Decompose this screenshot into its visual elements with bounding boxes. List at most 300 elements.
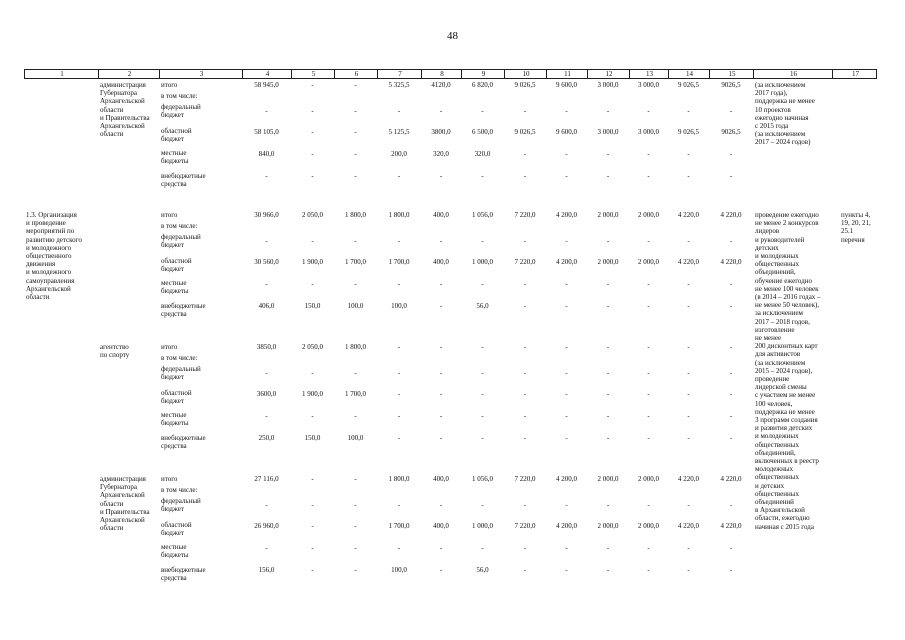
executor-text: области bbox=[100, 499, 124, 508]
result-text: общественных bbox=[755, 260, 799, 269]
cell-value: 156,0 bbox=[258, 566, 275, 574]
cell-value: 4 220,0 bbox=[720, 258, 742, 266]
row-label-federal: федеральный bbox=[161, 233, 201, 241]
row-label-local: бюджеты bbox=[161, 419, 189, 428]
cell-value: - bbox=[311, 237, 314, 245]
header-divider bbox=[242, 70, 243, 79]
header-col-1: 1 bbox=[60, 70, 64, 78]
cell-value: - bbox=[311, 412, 314, 420]
cell-value: 320,0 bbox=[433, 150, 449, 158]
cell-value: - bbox=[647, 544, 650, 552]
cell-value: - bbox=[354, 566, 357, 574]
result-text: 200 дисконтных карт bbox=[755, 342, 818, 351]
cell-value: 4120,0 bbox=[431, 81, 451, 89]
cell-value: - bbox=[729, 343, 733, 351]
executor-text: области bbox=[100, 105, 124, 114]
cell-value: 150,0 bbox=[304, 434, 321, 442]
cell-value: - bbox=[311, 81, 314, 89]
cell-value: 3 000,0 bbox=[638, 128, 659, 136]
cell-value: 56,0 bbox=[476, 566, 489, 574]
header-divider bbox=[291, 70, 292, 79]
row-label-including: в том числе: bbox=[161, 222, 198, 230]
cell-value: - bbox=[523, 302, 527, 310]
cell-value: 100,0 bbox=[391, 566, 407, 574]
cell-value: - bbox=[354, 544, 357, 552]
measure-text: развитию детского bbox=[26, 235, 82, 244]
cell-value: - bbox=[397, 237, 401, 245]
cell-value: - bbox=[523, 237, 527, 245]
cell-value: - bbox=[481, 390, 484, 398]
row-label-including: в том числе: bbox=[161, 486, 198, 494]
cell-value: 2 050,0 bbox=[302, 343, 323, 351]
row-label-federal: федеральный bbox=[161, 365, 201, 373]
cell-value: 9026,5 bbox=[721, 81, 741, 89]
cell-value: - bbox=[647, 390, 650, 398]
cell-value: - bbox=[523, 150, 527, 158]
row-label-federal: федеральный bbox=[161, 103, 201, 111]
row-label-total: итого bbox=[161, 211, 178, 219]
cell-value: - bbox=[354, 128, 357, 136]
cell-value: - bbox=[354, 107, 357, 115]
cell-value: 2 000,0 bbox=[597, 522, 619, 530]
header-divider bbox=[159, 70, 160, 79]
cell-value: - bbox=[481, 544, 484, 552]
cell-value: 2 050,0 bbox=[302, 211, 323, 219]
cell-value: - bbox=[523, 566, 527, 574]
result-text: поддержка не менее bbox=[755, 97, 815, 106]
cell-value: - bbox=[729, 302, 733, 310]
cell-value: 5 125,5 bbox=[388, 128, 410, 136]
cell-value: - bbox=[565, 172, 568, 180]
measure-text: самоуправления bbox=[26, 276, 75, 285]
cell-value: 2 000,0 bbox=[597, 258, 619, 266]
row-label-local: местные bbox=[161, 279, 187, 287]
cell-value: - bbox=[647, 150, 650, 158]
row-label-regional: областной bbox=[161, 127, 192, 135]
cell-value: - bbox=[606, 566, 610, 574]
cell-value: 58 105,0 bbox=[254, 128, 279, 136]
cell-value: - bbox=[354, 475, 357, 483]
cell-value: 4 220,0 bbox=[678, 522, 699, 530]
cell-value: - bbox=[647, 172, 650, 180]
cell-value: - bbox=[606, 237, 610, 245]
cell-value: - bbox=[523, 412, 527, 420]
cell-value: - bbox=[565, 412, 568, 420]
cell-value: - bbox=[354, 412, 357, 420]
result-text: лидерской смены bbox=[755, 383, 807, 392]
table-header-row bbox=[24, 69, 877, 79]
cell-value: - bbox=[265, 172, 268, 180]
row-label-local: местные bbox=[161, 543, 187, 551]
cell-value: - bbox=[354, 237, 357, 245]
cell-value: - bbox=[523, 107, 527, 115]
cell-value: - bbox=[565, 302, 568, 310]
header-divider bbox=[461, 70, 462, 79]
result-text: лидеров bbox=[755, 227, 780, 236]
cell-value: - bbox=[481, 237, 484, 245]
cell-value: 56,0 bbox=[476, 302, 489, 310]
cell-value: - bbox=[606, 434, 610, 442]
cell-value: 4 200,0 bbox=[556, 258, 577, 266]
result-text: общественных bbox=[755, 473, 799, 482]
cell-value: - bbox=[439, 343, 443, 351]
cell-value: 3850,0 bbox=[256, 343, 277, 351]
cell-value: 27 116,0 bbox=[254, 475, 279, 483]
header-col-5: 5 bbox=[311, 70, 316, 78]
row-label-extrabudget: средства bbox=[161, 180, 187, 189]
row-label-extrabudget: средства bbox=[161, 442, 187, 451]
cell-value: - bbox=[397, 412, 401, 420]
row-label-federal: бюджет bbox=[161, 373, 184, 382]
header-col-15: 15 bbox=[728, 70, 736, 78]
result-text: в Архангельской bbox=[755, 506, 805, 515]
cell-value: 400,0 bbox=[433, 258, 449, 266]
cell-value: - bbox=[523, 343, 527, 351]
executor-text: Архангельской bbox=[100, 97, 145, 106]
result-text: включенных в реестр bbox=[755, 457, 819, 465]
row-label-regional: областной bbox=[161, 257, 192, 265]
header-col-16: 16 bbox=[790, 70, 797, 78]
cell-value: - bbox=[439, 544, 443, 552]
cell-value: - bbox=[565, 501, 568, 509]
executor-text: агентство bbox=[100, 343, 129, 351]
cell-value: - bbox=[606, 150, 610, 158]
header-col-10: 10 bbox=[522, 70, 530, 78]
row-label-local: бюджеты bbox=[161, 551, 189, 560]
row-label-total: итого bbox=[161, 475, 178, 483]
cell-value: - bbox=[311, 280, 314, 288]
cell-value: - bbox=[565, 566, 568, 574]
result-text: не менее 2 конкурсов bbox=[755, 219, 819, 228]
header-divider bbox=[98, 70, 99, 79]
cell-value: - bbox=[565, 343, 568, 351]
cell-value: 100,0 bbox=[347, 434, 364, 442]
cell-value: - bbox=[439, 107, 443, 115]
cell-value: 150,0 bbox=[304, 302, 321, 310]
cell-value: - bbox=[439, 369, 443, 377]
cell-value: - bbox=[565, 107, 568, 115]
cell-value: - bbox=[687, 501, 690, 509]
cell-value: - bbox=[439, 302, 443, 310]
cell-value: 3 000,0 bbox=[597, 81, 619, 89]
cell-value: - bbox=[687, 369, 690, 377]
cell-value: - bbox=[729, 172, 733, 180]
row-label-regional: бюджет bbox=[161, 135, 184, 144]
cell-value: 1 000,0 bbox=[472, 258, 493, 266]
cell-value: - bbox=[565, 390, 568, 398]
cell-value: 320,0 bbox=[474, 150, 491, 158]
result-text: не менее bbox=[755, 334, 782, 342]
cell-value: - bbox=[523, 280, 527, 288]
cell-value: 406,0 bbox=[258, 302, 275, 310]
row-label-total: итого bbox=[161, 81, 178, 89]
result-text: для активистов bbox=[755, 350, 801, 359]
header-divider bbox=[546, 70, 547, 79]
cell-value: - bbox=[687, 172, 690, 180]
row-label-extrabudget: средства bbox=[161, 310, 187, 319]
result-text: не менее 50 человек), bbox=[755, 301, 820, 310]
result-text: 3 программ создания bbox=[755, 416, 818, 424]
cell-value: - bbox=[729, 237, 733, 245]
cell-value: - bbox=[439, 390, 443, 398]
cell-value: 9 600,0 bbox=[556, 128, 577, 136]
measure-text: и молодежного bbox=[26, 243, 72, 252]
cell-value: 100,0 bbox=[347, 302, 364, 310]
cell-value: - bbox=[687, 412, 690, 420]
cell-value: 30 966,0 bbox=[254, 211, 279, 219]
cell-value: - bbox=[354, 172, 357, 180]
links-text: пункты 4, bbox=[841, 211, 871, 219]
result-text: и развития детских bbox=[755, 424, 813, 433]
cell-value: - bbox=[729, 566, 733, 574]
cell-value: - bbox=[729, 434, 733, 442]
cell-value: 3 000,0 bbox=[597, 128, 619, 136]
measure-text: и молодежного bbox=[26, 268, 72, 277]
cell-value: - bbox=[397, 544, 401, 552]
header-col-17: 17 bbox=[852, 70, 859, 78]
executor-text: и Правительства bbox=[100, 113, 150, 122]
cell-value: 2 000,0 bbox=[638, 258, 659, 266]
cell-value: 7 220,0 bbox=[514, 522, 536, 530]
cell-value: - bbox=[439, 237, 443, 245]
cell-value: 400,0 bbox=[433, 522, 449, 530]
row-label-extrabudget: средства bbox=[161, 574, 187, 583]
cell-value: - bbox=[397, 343, 401, 351]
header-col-11: 11 bbox=[564, 70, 571, 78]
result-text: детских bbox=[755, 243, 779, 252]
cell-value: - bbox=[606, 302, 610, 310]
cell-value: - bbox=[565, 369, 568, 377]
cell-value: 2 000,0 bbox=[638, 475, 659, 483]
cell-value: 4 220,0 bbox=[678, 258, 699, 266]
measure-text: и проведение bbox=[26, 219, 66, 228]
cell-value: 3800,0 bbox=[431, 128, 451, 136]
cell-value: - bbox=[265, 501, 268, 509]
cell-value: 9 026,5 bbox=[514, 128, 536, 136]
result-text: объединений bbox=[755, 498, 794, 506]
cell-value: 250,0 bbox=[258, 434, 275, 442]
cell-value: - bbox=[397, 107, 401, 115]
row-label-local: бюджеты bbox=[161, 157, 189, 166]
cell-value: 4 200,0 bbox=[556, 211, 577, 219]
cell-value: - bbox=[647, 412, 650, 420]
measure-text: общественного bbox=[26, 252, 72, 260]
row-label-extrabudget: внебюджетные bbox=[161, 172, 206, 180]
cell-value: - bbox=[687, 544, 690, 552]
cell-value: - bbox=[687, 150, 690, 158]
cell-value: - bbox=[397, 369, 401, 377]
cell-value: - bbox=[311, 107, 314, 115]
header-col-14: 14 bbox=[686, 70, 693, 78]
header-col-8: 8 bbox=[440, 70, 444, 78]
cell-value: - bbox=[606, 343, 610, 351]
row-label-federal: бюджет bbox=[161, 505, 184, 514]
cell-value: - bbox=[687, 343, 690, 351]
cell-value: - bbox=[606, 390, 610, 398]
result-text: и молодежных bbox=[755, 432, 799, 441]
cell-value: - bbox=[687, 566, 690, 574]
cell-value: - bbox=[565, 237, 568, 245]
row-label-local: местные bbox=[161, 149, 187, 157]
cell-value: - bbox=[439, 412, 443, 420]
cell-value: - bbox=[354, 369, 357, 377]
result-text: (за исключением bbox=[755, 358, 806, 367]
header-divider bbox=[587, 70, 588, 79]
result-text: проведение bbox=[755, 375, 790, 383]
links-text: перечня bbox=[841, 235, 865, 244]
cell-value: - bbox=[523, 501, 527, 509]
links-text: 19, 20, 21, bbox=[841, 219, 871, 228]
cell-value: - bbox=[481, 107, 484, 115]
cell-value: - bbox=[397, 172, 401, 180]
result-text: общественных bbox=[755, 489, 799, 498]
cell-value: - bbox=[311, 475, 314, 483]
cell-value: 1 056,0 bbox=[472, 475, 493, 483]
executor-text: администрация bbox=[100, 475, 146, 483]
cell-value: 6 500,0 bbox=[472, 128, 493, 136]
row-label-regional: бюджет bbox=[161, 265, 184, 274]
result-text: области, ежегодно bbox=[755, 514, 810, 523]
cell-value: - bbox=[523, 390, 527, 398]
cell-value: - bbox=[606, 369, 610, 377]
result-text: и детских bbox=[755, 481, 785, 490]
cell-value: - bbox=[647, 302, 650, 310]
cell-value: - bbox=[311, 501, 314, 509]
cell-value: 100,0 bbox=[391, 302, 407, 310]
header-col-9: 9 bbox=[481, 70, 486, 78]
cell-value: - bbox=[439, 280, 443, 288]
cell-value: 1 800,0 bbox=[345, 211, 366, 219]
result-text: с 2015 года bbox=[755, 122, 789, 130]
result-text: обучение ежегодно bbox=[755, 276, 813, 285]
page-number: 48 bbox=[447, 30, 458, 42]
header-divider bbox=[377, 70, 378, 79]
result-text: общественных bbox=[755, 440, 799, 449]
cell-value: - bbox=[481, 501, 484, 509]
cell-value: - bbox=[565, 150, 568, 158]
result-text: (за исключением bbox=[755, 130, 806, 139]
cell-value: 1 700,0 bbox=[388, 258, 410, 266]
cell-value: - bbox=[647, 566, 650, 574]
cell-value: - bbox=[354, 81, 357, 89]
cell-value: - bbox=[311, 566, 314, 574]
measure-text: мероприятий по bbox=[26, 227, 75, 236]
cell-value: - bbox=[606, 107, 610, 115]
cell-value: - bbox=[565, 280, 568, 288]
cell-value: - bbox=[481, 172, 484, 180]
cell-value: 5 325,5 bbox=[388, 81, 410, 89]
measure-text: Архангельской bbox=[26, 284, 71, 293]
cell-value: - bbox=[481, 412, 484, 420]
cell-value: 840,0 bbox=[258, 150, 275, 158]
cell-value: - bbox=[311, 128, 314, 136]
cell-value: - bbox=[687, 280, 690, 288]
measure-text: области bbox=[26, 293, 50, 301]
row-label-federal: бюджет bbox=[161, 241, 184, 250]
cell-value: - bbox=[311, 150, 314, 158]
result-text: объединений, bbox=[755, 448, 796, 457]
cell-value: - bbox=[687, 390, 690, 398]
executor-text: Архангельской bbox=[100, 122, 145, 130]
result-text: изготовление bbox=[755, 325, 795, 334]
row-label-total: итого bbox=[161, 343, 178, 351]
cell-value: - bbox=[354, 501, 357, 509]
cell-value: - bbox=[481, 343, 484, 351]
cell-value: - bbox=[397, 280, 401, 288]
cell-value: 1 000,0 bbox=[472, 522, 493, 530]
cell-value: - bbox=[606, 544, 610, 552]
cell-value: - bbox=[439, 566, 443, 574]
cell-value: - bbox=[265, 412, 268, 420]
measure-text: 1.3. Организация bbox=[26, 211, 77, 219]
cell-value: - bbox=[481, 434, 484, 442]
cell-value: 58 945,0 bbox=[254, 81, 279, 89]
result-text: начиная с 2015 года bbox=[755, 522, 814, 531]
cell-value: 200,0 bbox=[391, 150, 407, 158]
cell-value: 400,0 bbox=[433, 475, 449, 483]
result-text: 2017 – 2018 годов, bbox=[755, 317, 810, 326]
cell-value: - bbox=[354, 150, 357, 158]
cell-value: 3600,0 bbox=[256, 390, 277, 398]
cell-value: - bbox=[523, 434, 527, 442]
cell-value: 4 200,0 bbox=[556, 475, 577, 483]
executor-text: и Правительства bbox=[100, 507, 150, 516]
row-label-regional: бюджет bbox=[161, 529, 184, 538]
cell-value: 2 000,0 bbox=[597, 211, 619, 219]
cell-value: - bbox=[481, 369, 484, 377]
header-divider bbox=[832, 70, 833, 79]
header-divider bbox=[753, 70, 754, 79]
cell-value: - bbox=[729, 280, 733, 288]
cell-value: - bbox=[397, 434, 401, 442]
cell-value: 2 000,0 bbox=[597, 475, 619, 483]
cell-value: 9 600,0 bbox=[556, 81, 577, 89]
row-label-regional: бюджет bbox=[161, 397, 184, 406]
cell-value: - bbox=[397, 390, 401, 398]
cell-value: - bbox=[729, 390, 733, 398]
cell-value: - bbox=[647, 343, 650, 351]
header-col-4: 4 bbox=[265, 70, 270, 78]
cell-value: - bbox=[439, 434, 443, 442]
cell-value: - bbox=[439, 501, 443, 509]
result-text: 10 проектов bbox=[755, 105, 791, 114]
cell-value: 4 220,0 bbox=[720, 475, 742, 483]
cell-value: - bbox=[565, 544, 568, 552]
result-text: молодежных bbox=[755, 465, 794, 474]
cell-value: - bbox=[647, 434, 650, 442]
header-col-7: 7 bbox=[398, 70, 402, 78]
cell-value: 1 056,0 bbox=[472, 211, 493, 219]
cell-value: - bbox=[354, 522, 357, 530]
result-text: 2015 – 2024 годов), bbox=[755, 366, 813, 375]
cell-value: 4 220,0 bbox=[678, 475, 699, 483]
row-label-federal: бюджет bbox=[161, 111, 184, 120]
cell-value: - bbox=[523, 544, 527, 552]
result-text: поддержка не менее bbox=[755, 407, 815, 416]
executor-text: области bbox=[100, 524, 124, 533]
cell-value: - bbox=[354, 280, 357, 288]
row-label-local: бюджеты bbox=[161, 287, 189, 296]
cell-value: - bbox=[647, 237, 650, 245]
result-text: (за исключением bbox=[755, 81, 806, 89]
cell-value: 1 900,0 bbox=[302, 258, 323, 266]
cell-value: - bbox=[687, 434, 690, 442]
cell-value: 3 000,0 bbox=[638, 81, 659, 89]
header-divider bbox=[421, 70, 422, 79]
cell-value: 2 000,0 bbox=[638, 522, 659, 530]
cell-value: - bbox=[729, 150, 733, 158]
executor-text: администрация bbox=[100, 81, 146, 89]
